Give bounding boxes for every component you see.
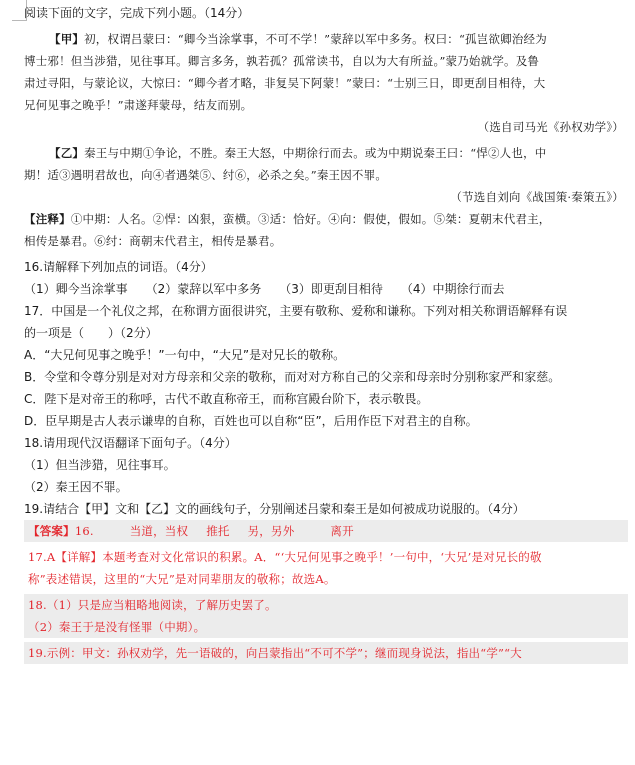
passage-jia-line: 肃过寻阳，与蒙论议，大惊曰：“卿今者才略，非复吴下阿蒙！”蒙曰：“士别三日，即更刮目相待，大 xyxy=(24,76,546,90)
intro-instruction: 阅读下面的文字，完成下列小题。（14分） xyxy=(24,6,250,20)
answer-19: 19.示例：甲文：孙权劝学，先一语破的，向吕蒙指出“不可不学”；继而现身说法，指出“学”“大 xyxy=(24,642,628,664)
answer-16: 【答案】16. 当道，当权 推托 另，另外 离开 xyxy=(24,520,628,542)
question-17-option-a: A．“大兄何见事之晚乎！”一句中，“大兄”是对兄长的敬称。 xyxy=(24,348,346,362)
answer-17: 称”表述错误，这里的“大兄”是对同辈朋友的敬称；故选A。 xyxy=(28,572,336,586)
question-18-stem: 18.请用现代汉语翻译下面句子。（4分） xyxy=(24,436,237,450)
question-18-item: （1）但当涉猎，见往事耳。 xyxy=(24,458,176,472)
question-17-option-d: D．臣早期是古人表示谦卑的自称，百姓也可以自称“臣”，后用作臣下对君主的自称。 xyxy=(24,414,478,428)
answer-17: 17.A【详解】本题考查对文化常识的积累。A．“‘大兄何见事之晚乎！’一句中，‘大兄’是对兄长的敬 xyxy=(28,550,542,564)
passage-jia-source: （选自司马光《孙权劝学》） xyxy=(477,120,624,134)
passage-yi-source: （节选自刘向《战国策·秦策五》） xyxy=(450,190,624,204)
answer-18: （2）秦王于是没有怪罪（中期）。 xyxy=(24,616,628,638)
notes-tag: 【注释】 xyxy=(24,212,71,226)
question-17-option-c: C．陛下是对帝王的称呼，古代不敢直称帝王，而称宫殿台阶下，表示敬畏。 xyxy=(24,392,429,406)
question-18-item: （2）秦王因不罪。 xyxy=(24,480,128,494)
passage-yi-line: 【乙】秦王与中期①争论，不胜。秦王大怒，中期徐行而去。或为中期说秦王曰：“悍②人也，中 xyxy=(49,146,547,160)
question-16-items: （1）卿今当涂掌事 （2）蒙辞以军中多务 （3）即更刮目相待 （4）中期徐行而去 xyxy=(24,282,505,296)
notes-line: 【注释】①中期：人名。②悍：凶狠，蛮横。③适：恰好。④向：假使，假如。⑤桀：夏朝末代君主， xyxy=(24,212,551,226)
question-17-stem: 的一项是（ ）（2分） xyxy=(24,326,158,340)
passage-yi-line: 期！适③遇明君故也，向④者遇桀⑤、纣⑥，必杀之矣。”秦王因不罪。 xyxy=(24,168,388,182)
answer-tag: 【答案】 xyxy=(28,524,75,538)
passage-jia-tag: 【甲】 xyxy=(49,32,85,46)
question-17-option-b: B．令堂和令尊分别是对对方母亲和父亲的敬称，而对对方称自己的父亲和母亲时分别称家严和家慈。 xyxy=(24,370,561,384)
notes-line: 相传是暴君。⑥纣：商朝末代君主，相传是暴君。 xyxy=(24,234,282,248)
question-19-stem: 19.请结合【甲】文和【乙】文的画线句子，分别阐述吕蒙和秦王是如何被成功说服的。（4分） xyxy=(24,502,525,516)
question-17-stem: 17．中国是一个礼仪之邦，在称谓方面很讲究，主要有敬称、爱称和谦称。下列对相关称谓语解释有误 xyxy=(24,304,568,318)
passage-jia-line: 兄何见事之晚乎！”肃遂拜蒙母，结友而别。 xyxy=(24,98,253,112)
question-16-stem: 16.请解释下列加点的词语。（4分） xyxy=(24,260,213,274)
passage-yi-tag: 【乙】 xyxy=(49,146,85,160)
passage-jia-line: 博士邪！但当涉猎，见往事耳。卿言多务，孰若孤？孤常读书，自以为大有所益。”蒙乃始就学。及鲁 xyxy=(24,54,540,68)
passage-jia-line: 【甲】初，权谓吕蒙曰：“卿今当涂掌事，不可不学！”蒙辞以军中多务。权曰：“孤岂欲卿治经为 xyxy=(49,32,547,46)
answer-18: 18.（1）只是应当粗略地阅读，了解历史罢了。 xyxy=(24,594,628,616)
document-page xyxy=(24,2,628,664)
